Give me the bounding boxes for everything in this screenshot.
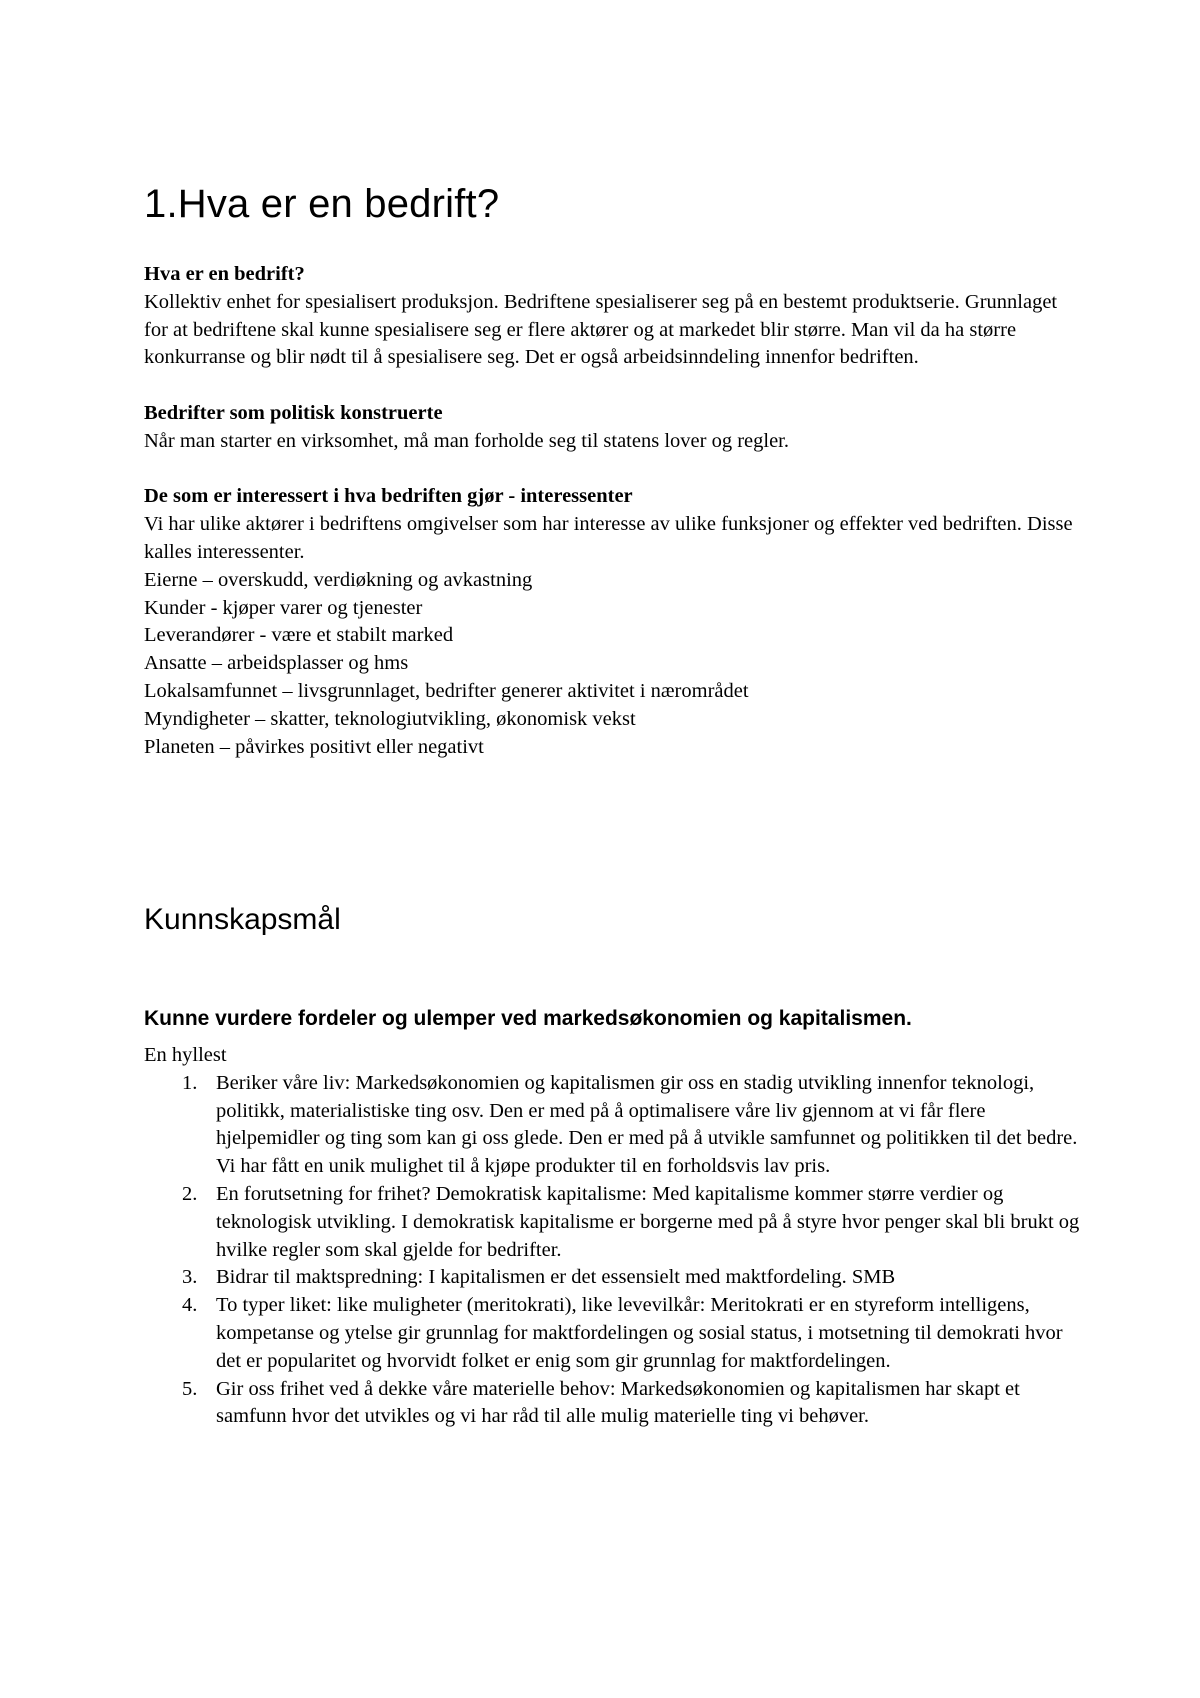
list-number: 3. [182, 1266, 198, 1289]
section-stakeholders [144, 483, 1084, 761]
stakeholder-line: Leverandører - være et stabilt marked [144, 624, 454, 647]
list-item-text: To typer liket: like muligheter (meritokrati), like levevilkår: Meritokrati er en styreform intelligens, kompetanse og ytelse gir grunnlag for maktfordelingen og sosial status, i motsetning til demokrati hvor det er popularitet og hvorvidt folket er enig som gir grunnlag for maktfordelingen. [216, 1294, 1063, 1372]
subsection-heading: Kunne vurdere fordeler og ulemper ved markedsøkonomien og kapitalismen. [144, 1007, 912, 1030]
intro-text: En hyllest [144, 1044, 227, 1066]
list-item [144, 1070, 1084, 1181]
section-heading-kunnskapsmal: Kunnskapsmål [144, 903, 341, 936]
document-page [144, 180, 1084, 1428]
section-body: Når man starter en virksomhet, må man forholde seg til statens lover og regler. [144, 429, 789, 452]
stakeholder-line: Myndigheter – skatter, teknologiutvikling, økonomisk vekst [144, 707, 636, 730]
list-number: 4. [182, 1294, 198, 1317]
list-number: 1. [182, 1071, 198, 1094]
section-political-constructs [144, 400, 1084, 456]
list-item [144, 1292, 1084, 1375]
list-item [144, 1376, 1084, 1432]
list-item [144, 1181, 1084, 1264]
stakeholder-line: Kunder - kjøper varer og tjenester [144, 596, 423, 619]
section-title: Hva er en bedrift? [144, 263, 305, 285]
stakeholder-line: Planeten – påvirkes positivt eller negativt [144, 735, 484, 758]
section-what-is-company [144, 261, 1084, 372]
stakeholder-line: Eierne – overskudd, verdiøkning og avkastning [144, 568, 533, 591]
list-item-text: Gir oss frihet ved å dekke våre materielle behov: Markedsøkonomien og kapitalismen har skapt et samfunn hvor det utvikles og vi har råd til alle mulig materielle ting vi behøver. [216, 1377, 1020, 1428]
kunnskapsmal-content [144, 1042, 1084, 1431]
list-item-text: En forutsetning for frihet? Demokratisk kapitalisme: Med kapitalisme kommer større verdier og teknologisk utvikling. I demokratisk kapitalisme er borgerne med på å styre hvor penger skal bli brukt og hvilke regler som skal gjelde for bedrifter. [216, 1182, 1080, 1261]
section-title: De som er interessert i hva bedriften gjør - interessenter [144, 485, 633, 508]
list-number: 2. [182, 1182, 198, 1205]
list-item [144, 1264, 1084, 1292]
list-item-text: Bidrar til maktspredning: I kapitalismen er det essensielt med maktfordeling. SMB [216, 1266, 896, 1289]
list-number: 5. [182, 1377, 198, 1400]
section-body: Kollektiv enhet for spesialisert produksjon. Bedriftene spesialiserer seg på en bestemt produktserie. Grunnlaget for at bedriftene skal kunne spesialisere seg er flere aktører og at markedet blir større. Man vil da ha større konkurranse og blir nødt til å spesialisere seg. Det er også arbeidsinndeling innenfor bedriften. [144, 290, 1058, 369]
stakeholder-line: Lokalsamfunnet – livsgrunnlaget, bedrifter generer aktivitet i nærområdet [144, 679, 749, 702]
section-body: Vi har ulike aktører i bedriftens omgivelser som har interesse av ulike funksjoner og effekter ved bedriften. Disse kalles interessenter. [144, 513, 1073, 563]
section-title: Bedrifter som politisk konstruerte [144, 401, 443, 424]
list-item-text: Beriker våre liv: Markedsøkonomien og kapitalismen gir oss en stadig utvikling innenfor teknologi, politikk, materialistiske ting osv. Den er med på å optimalisere våre liv gjennom at vi får flere hjelpemidler og ting som kan gi oss glede. Den er med på å utvikle samfunnet og politikken til det bedre. Vi har fått en unik mulighet til å kjøpe produkter til en forholdsvis lav pris. [216, 1071, 1078, 1178]
stakeholder-line: Ansatte – arbeidsplasser og hms [144, 652, 409, 675]
page-title: 1.Hva er en bedrift? [144, 182, 500, 226]
numbered-list [144, 1070, 1084, 1431]
